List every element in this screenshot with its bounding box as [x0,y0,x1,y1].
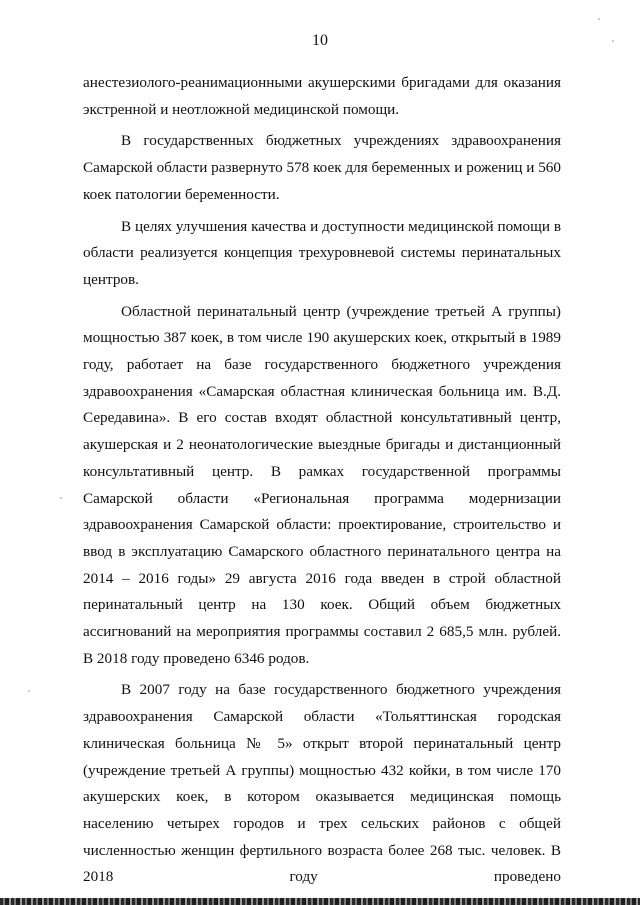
scan-bottom-edge [0,898,640,905]
document-body [83,70,561,891]
scan-speck [28,690,30,692]
paragraph-5: В 2007 году на базе государственного бюджетного учреждения здравоохранения Самарской области «Тольяттинская городская клиническая больница № 5» открыт второй перинатальный центр (учреждение третьей А группы) мощностью 432 койки, в том числе 170 акушерских коек, в котором оказывается медицинская помощь населению четырех городов и трех сельских районов с общей численностью женщин фертильного возраста более 268 тыс. человек. В 2018 году проведено [83,681,561,886]
scan-speck [60,497,62,499]
scan-speck [598,18,600,20]
paragraph-2: В государственных бюджетных учреждениях здравоохранения Самарской области развернуто 578 коек для беременных и рожениц и 560 коек патологии беременности. [83,132,561,203]
paragraph-4: Областной перинатальный центр (учреждение третьей А группы) мощностью 387 коек, в том числе 190 акушерских коек, открытый в 1989 году, работает на базе государственного бюджетного учреждения здравоохранения «Самарская областная клиническая больница им. В.Д. Середавина». В его состав входят областной консультативный центр, акушерская и 2 неонатологические выездные бригады и дистанционный консультативный центр. В рамках государственной программы Самарской области «Региональная программа модернизации здравоохранения Самарской области: проектирование, строительство и ввод в эксплуатацию Самарского областного перинатального центра на 2014 – 2016 годы» 29 августа 2016 года введен в строй областной перинатальный центр на 130 коек. Общий объем бюджетных ассигнований на мероприятия программы составил 2 685,5 млн. рублей. В 2018 году проведено 6346 родов. [83,302,561,667]
paragraph-3: В целях улучшения качества и доступности медицинской помощи в области реализуется концепция трехуровневой системы перинатальных центров. [83,217,561,288]
page-number: 10 [312,32,328,49]
paragraph-1: анестезиолого-реанимационными акушерскими бригадами для оказания экстренной и неотложной медицинской помощи. [83,74,561,118]
scan-speck [612,40,614,42]
